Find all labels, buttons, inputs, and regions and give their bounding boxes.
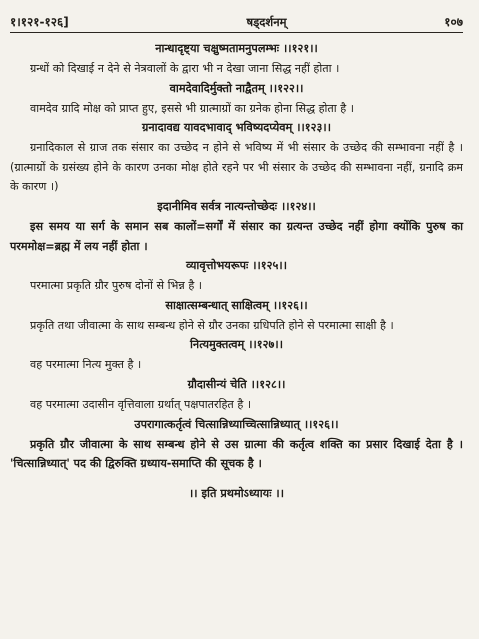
sutra-text: इदानीमिव सर्वत्र नात्यन्तोच्छेदः ।।१२४।। xyxy=(157,199,316,213)
commentary: प्रकृति तथा जीवात्मा के साथ सम्बन्ध होने से ग्रौर उनका ग्रधिपति होने से परमात्मा साक्षी है । xyxy=(30,318,394,332)
sutra-text: व्यावृत्तोभयरूपः ।।१२५।। xyxy=(185,259,287,273)
sutra-text: नित्यमुक्तत्वम् ।।१२७।। xyxy=(190,338,283,352)
sutra-block-123 xyxy=(10,118,463,197)
commentary: ग्रन्धों को दिखाई न देने से नेत्रवालों के द्वारा भी न देखा जाना सिद्ध नहीं होता । xyxy=(30,62,340,75)
commentary: प्रकृति ग्रौर जीवात्मा के साथ सम्बन्ध होने से उस ग्रात्मा की कर्तृत्व शक्ति का प्रसार दिखाई देता है । 'चित्सान्निध्यात्' पद की द्विरुक्ति ग्रध्याय-समाप्ति की सूचक है । xyxy=(10,437,463,471)
running-title: षड्दर्शनम् xyxy=(246,15,287,29)
page-header xyxy=(10,10,463,30)
commentary: इस समय या सर्ग के समान सब कालों=सर्गों में संसार का ग्रत्यन्त उच्छेद नहीं होगा क्योंकि पुरुष का परममोक्ष=ब्रह्म में लय नहीं होता । xyxy=(10,219,463,253)
sutra-block-124 xyxy=(10,197,463,256)
chapter-end: ।। इति प्रथमोऽध्यायः ।। xyxy=(188,486,284,500)
commentary: वह परमात्मा नित्य मुक्त है । xyxy=(30,358,142,372)
sutra-range: १।१२१-१२६] xyxy=(10,15,69,29)
sutra-block-127 xyxy=(10,335,463,375)
commentary: ग्रनादिकाल से ग्राज तक संसार का उच्छेद न होने से भविष्य में भी संसार के उच्छेद की सम्भावना नहीं है । (ग्रात्माग्रों के ग्रसंख्य होने के कारण उनका मोक्ष होते रहने पर भी संसार के उच्छेद की सम्भावना नहीं, ग्रनादि क्रम के कारण ।) xyxy=(10,141,463,194)
sutra-block-122 xyxy=(10,79,463,119)
sutra-block-129 xyxy=(10,415,463,474)
sutra-text: ग्रनादावद्य यावदभावाद् भविष्यदप्येवम् ।।१२३।। xyxy=(142,121,331,135)
commentary: वामदेव ग्रादि मोक्ष को प्राप्त हुए, इससे भी ग्रात्माग्रों का ग्रनेक होना सिद्ध होता है । xyxy=(30,101,354,115)
header-rule xyxy=(10,32,463,33)
page-number: १०७ xyxy=(444,15,463,29)
sutra-block-126 xyxy=(10,296,463,336)
sutra-text: ग्रौदासीन्यं चेति ।।१२८।। xyxy=(187,377,286,391)
sutra-text: वामदेवादिर्मुक्तो नाद्वैतम् ।।१२२।। xyxy=(169,81,304,95)
sutra-block-121 xyxy=(10,39,463,79)
sutra-block-128 xyxy=(10,375,463,415)
sutra-text: उपरागात्कर्तृत्वं चित्सान्निध्याच्चित्सान्निध्यात् ।।१२६।। xyxy=(134,417,339,431)
commentary: वह परमात्मा उदासीन वृत्तिवाला ग्रर्थात् पक्षपातरहित है । xyxy=(30,397,252,411)
commentary: परमात्मा प्रकृति ग्रौर पुरुष दोनों से भिन्न है । xyxy=(30,279,203,293)
sutra-block-125 xyxy=(10,256,463,296)
sutra-text: नान्धादृष्ट्या चक्षुष्मतामनुपलम्भः ।।१२१।। xyxy=(155,42,318,55)
sutra-text: साक्षात्सम्बन्धात् साक्षित्वम् ।।१२६।। xyxy=(165,298,308,312)
